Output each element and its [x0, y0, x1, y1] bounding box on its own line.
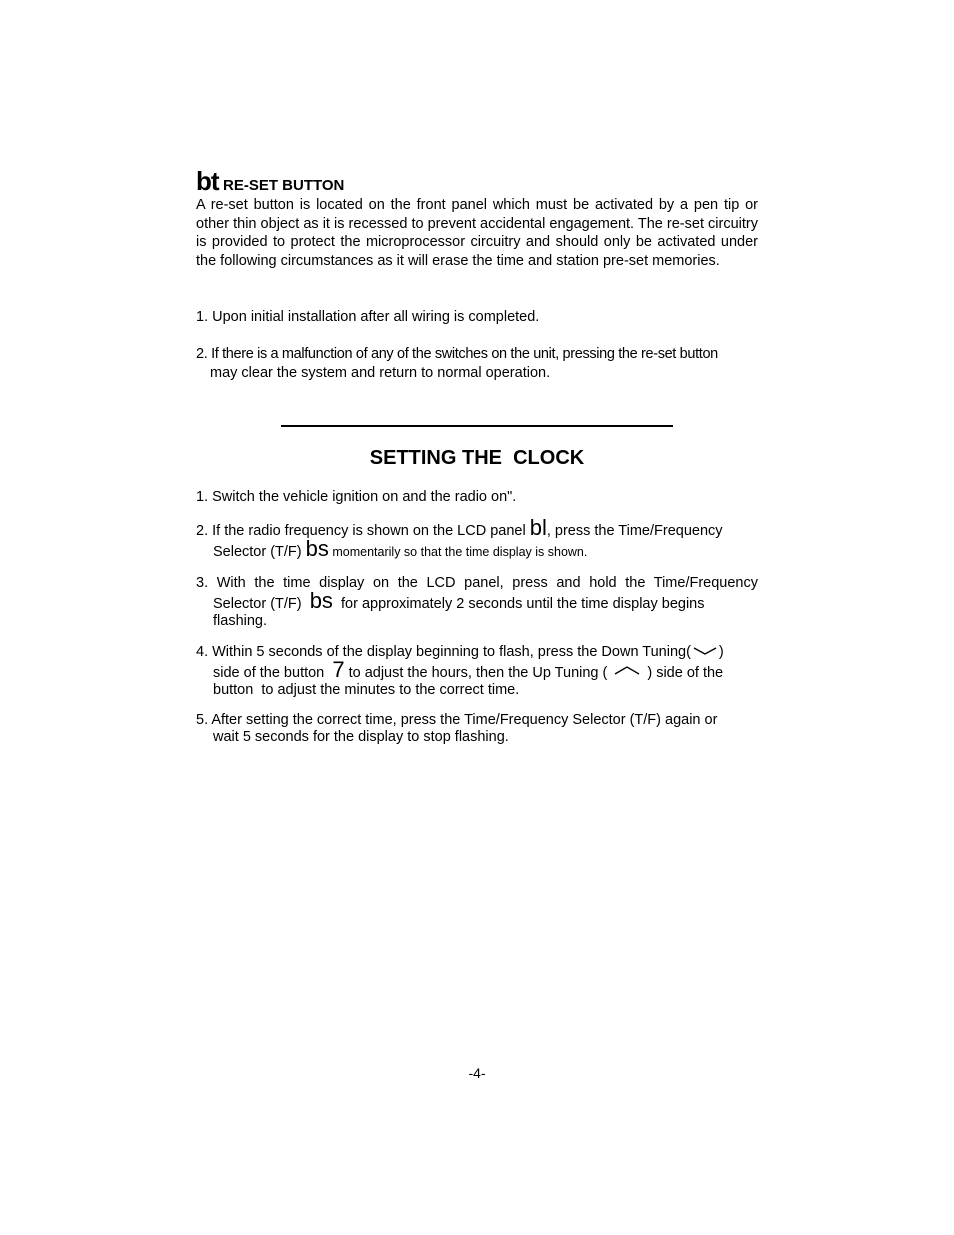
reset-heading — [196, 166, 344, 197]
clock-step-3-text-b: for approximately 2 seconds until the time display begins — [332, 596, 705, 612]
reset-item-1: 1. Upon initial installation after all wiring is completed. — [196, 309, 540, 325]
reset-title: RE-SET BUTTON — [223, 177, 345, 194]
clock-step-3 — [196, 575, 758, 630]
clock-step-2-marker-1: bl — [529, 515, 547, 540]
clock-step-4-text-c: side of the button — [213, 665, 333, 681]
clock-step-2-line2 — [196, 536, 758, 561]
clock-step-4 — [196, 644, 758, 699]
clock-step-2 — [196, 515, 758, 561]
reset-item-2-line1: 2. If there is a malfunction of any of the switches on the unit, pressing the re-set button — [196, 346, 718, 362]
clock-step-2-text-a: 2. If the radio frequency is shown on the LCD panel — [196, 523, 530, 539]
clock-title: SETTING THE CLOCK — [369, 447, 585, 469]
reset-body: A re-set button is located on the front panel which must be activated by a pen tip or other thin object as it is recessed to prevent accidental engagement. The re-set circuitry is provided to protect the microprocessor circuitry and should only be activated under the following circumstances as it will erase the time and station pre-set memories. — [196, 197, 758, 269]
clock-step-4-marker: 7 — [332, 657, 345, 682]
clock-step-2-text-b: , press the Time/Frequency — [546, 523, 723, 539]
clock-step-2-text-c: Selector (T/F) — [213, 544, 306, 560]
clock-step-3-text-a: Selector (T/F) — [213, 596, 310, 612]
clock-step-4-line3: button to adjust the minutes to the correct time. — [213, 682, 520, 698]
clock-step-2-text-d: momentarily so that the time display is shown. — [328, 545, 588, 559]
clock-step-5 — [196, 712, 758, 746]
clock-step-3-line1: 3. With the time display on the LCD panel, press and hold the Time/Frequency — [196, 575, 758, 591]
clock-step-4-text-e: ) side of the — [647, 665, 724, 681]
section-divider — [281, 425, 673, 427]
clock-step-2-line1 — [196, 515, 758, 540]
clock-step-3-marker: bs — [309, 588, 333, 613]
clock-step-2-marker-2: bs — [305, 536, 329, 561]
down-arrow-icon — [691, 644, 719, 658]
reset-item-2 — [196, 345, 758, 382]
reset-marker: bt — [196, 166, 219, 196]
clock-step-4-text-b: ) — [718, 644, 724, 660]
clock-step-4-line2 — [196, 657, 758, 682]
clock-step-1: 1. Switch the vehicle ignition on and the radio on". — [196, 489, 517, 505]
clock-step-5-line1: 5. After setting the correct time, press the Time/Frequency Selector (T/F) again or — [196, 712, 718, 728]
clock-step-4-text-d: to adjust the hours, then the Up Tuning ( — [344, 665, 608, 681]
reset-item-2-line2: may clear the system and return to normal operation. — [210, 364, 551, 381]
clock-step-4-line1 — [196, 644, 758, 661]
page-number: -4- — [468, 1065, 486, 1081]
clock-step-3-line2 — [196, 588, 758, 613]
clock-step-5-line2: wait 5 seconds for the display to stop flashing. — [213, 729, 509, 745]
clock-step-4-text-a: 4. Within 5 seconds of the display beginning to flash, press the Down Tuning( — [196, 644, 691, 660]
up-arrow-icon — [607, 664, 647, 678]
clock-step-3-line3: flashing. — [213, 613, 268, 629]
